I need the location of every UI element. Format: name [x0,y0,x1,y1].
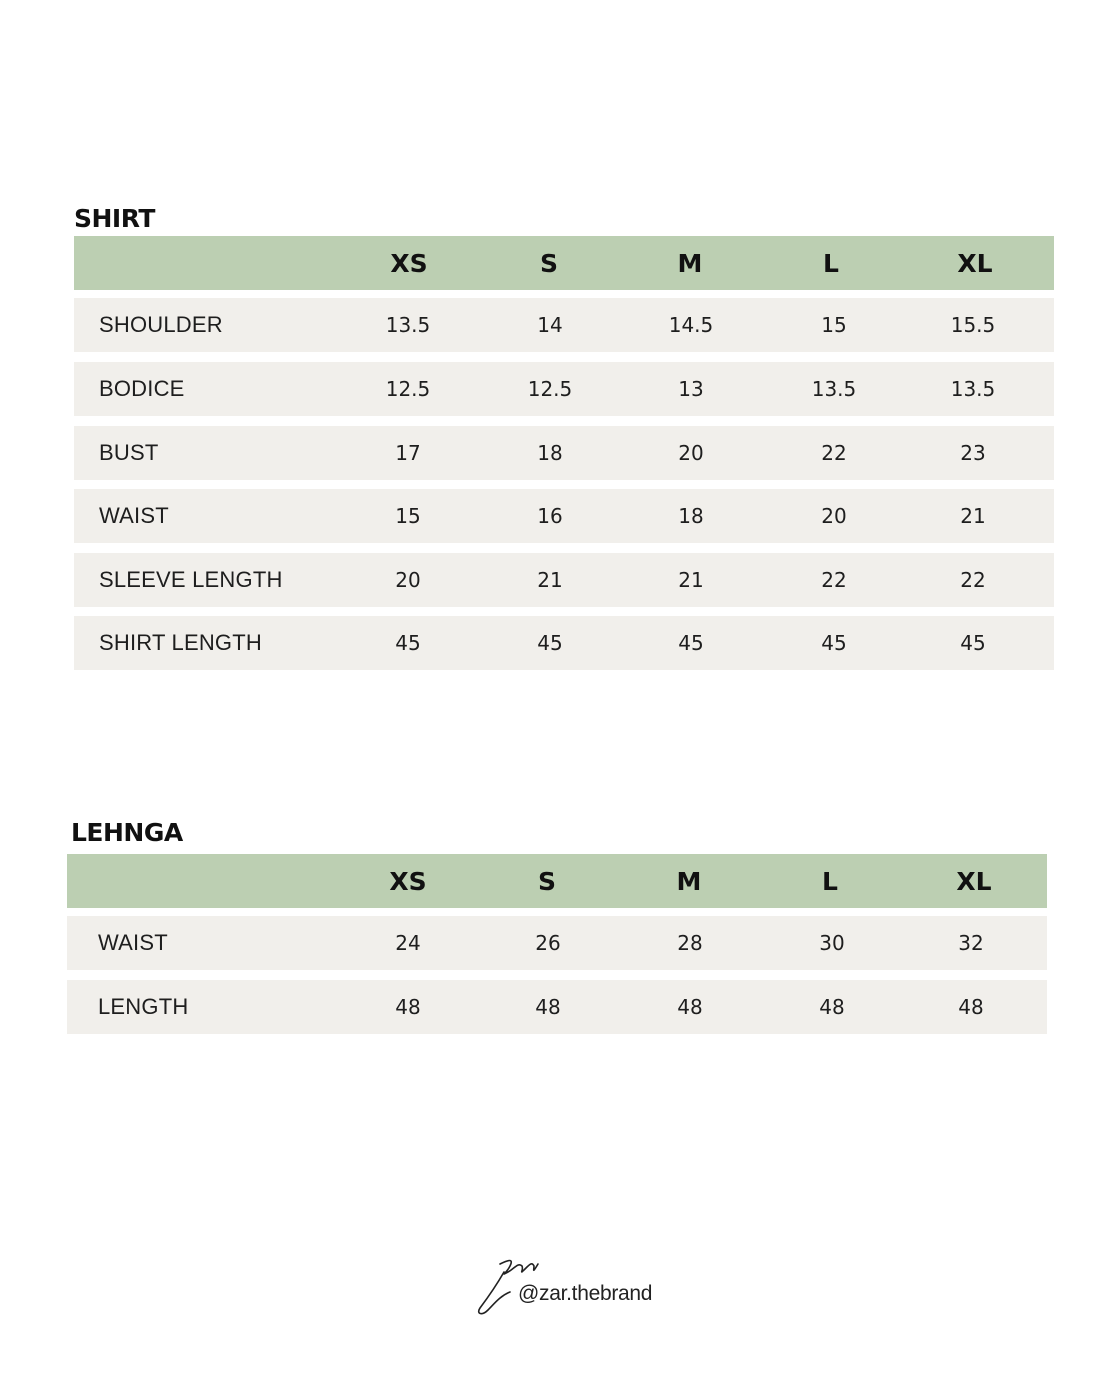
cell-value: 21 [537,568,563,592]
cell-value: 30 [819,931,845,955]
lehnga-header-row [67,854,1047,908]
row-label: LENGTH [98,994,189,1019]
lehnga-section [67,816,1047,1036]
row-label: BUST [99,440,159,465]
cell-value: 48 [677,995,703,1019]
cell-value: 18 [537,441,563,465]
cell-value: 15.5 [950,313,996,337]
lehnga-header-s: S [537,866,556,896]
cell-value: 45 [960,631,986,655]
row-label: WAIST [99,503,169,528]
shirt-header-row [74,236,1054,290]
cell-value: 20 [678,441,704,465]
shirt-section [74,200,1054,670]
cell-value: 23 [960,441,986,465]
cell-value: 13 [678,377,704,401]
cell-value: 15 [395,504,421,528]
brand-logo [470,1252,660,1322]
table-row [74,616,1054,670]
cell-value: 45 [537,631,563,655]
cell-value: 48 [958,995,984,1019]
lehnga-header-xs: XS [389,866,427,896]
cell-value: 17 [395,441,421,465]
row-label: SHOULDER [99,312,223,337]
cell-value: 12.5 [385,377,431,401]
lehnga-header-l: L [822,866,838,896]
lehnga-header-xl: XL [956,866,992,896]
cell-value: 16 [537,504,563,528]
cell-value: 22 [821,441,847,465]
brand-handle: @zar.thebrand [518,1282,653,1305]
shirt-header-xl: XL [957,248,993,278]
cell-value: 48 [819,995,845,1019]
cell-value: 21 [678,568,704,592]
table-row [74,489,1054,543]
cell-value: 15 [821,313,847,337]
cell-value: 14.5 [668,313,714,337]
cell-value: 22 [821,568,847,592]
table-row [74,426,1054,480]
cell-value: 20 [821,504,847,528]
cell-value: 14 [537,313,563,337]
row-label: SHIRT LENGTH [99,630,262,655]
row-label: BODICE [99,376,185,401]
cell-value: 45 [395,631,421,655]
shirt-header-xs: XS [390,248,428,278]
shirt-header-s: S [539,248,558,278]
lehnga-header-m: M [676,866,702,896]
cell-value: 45 [821,631,847,655]
cell-value: 21 [960,504,986,528]
cell-value: 18 [678,504,704,528]
cell-value: 13.5 [811,377,857,401]
table-row [74,298,1054,352]
cell-value: 28 [677,931,703,955]
table-row [67,980,1047,1034]
cell-value: 22 [960,568,986,592]
cell-value: 20 [395,568,421,592]
row-label: WAIST [98,930,168,955]
table-row [67,916,1047,970]
cell-value: 32 [958,931,984,955]
shirt-header-m: M [677,248,703,278]
cell-value: 24 [395,931,421,955]
table-row [74,362,1054,416]
cell-value: 48 [395,995,421,1019]
cell-value: 13.5 [385,313,431,337]
cell-value: 12.5 [527,377,573,401]
lehnga-title: LEHNGA [71,818,183,847]
cell-value: 13.5 [950,377,996,401]
shirt-title: SHIRT [74,204,155,233]
cell-value: 45 [678,631,704,655]
cell-value: 26 [535,931,561,955]
cell-value: 48 [535,995,561,1019]
table-row [74,553,1054,607]
shirt-header-l: L [823,248,839,278]
row-label: SLEEVE LENGTH [99,567,283,592]
